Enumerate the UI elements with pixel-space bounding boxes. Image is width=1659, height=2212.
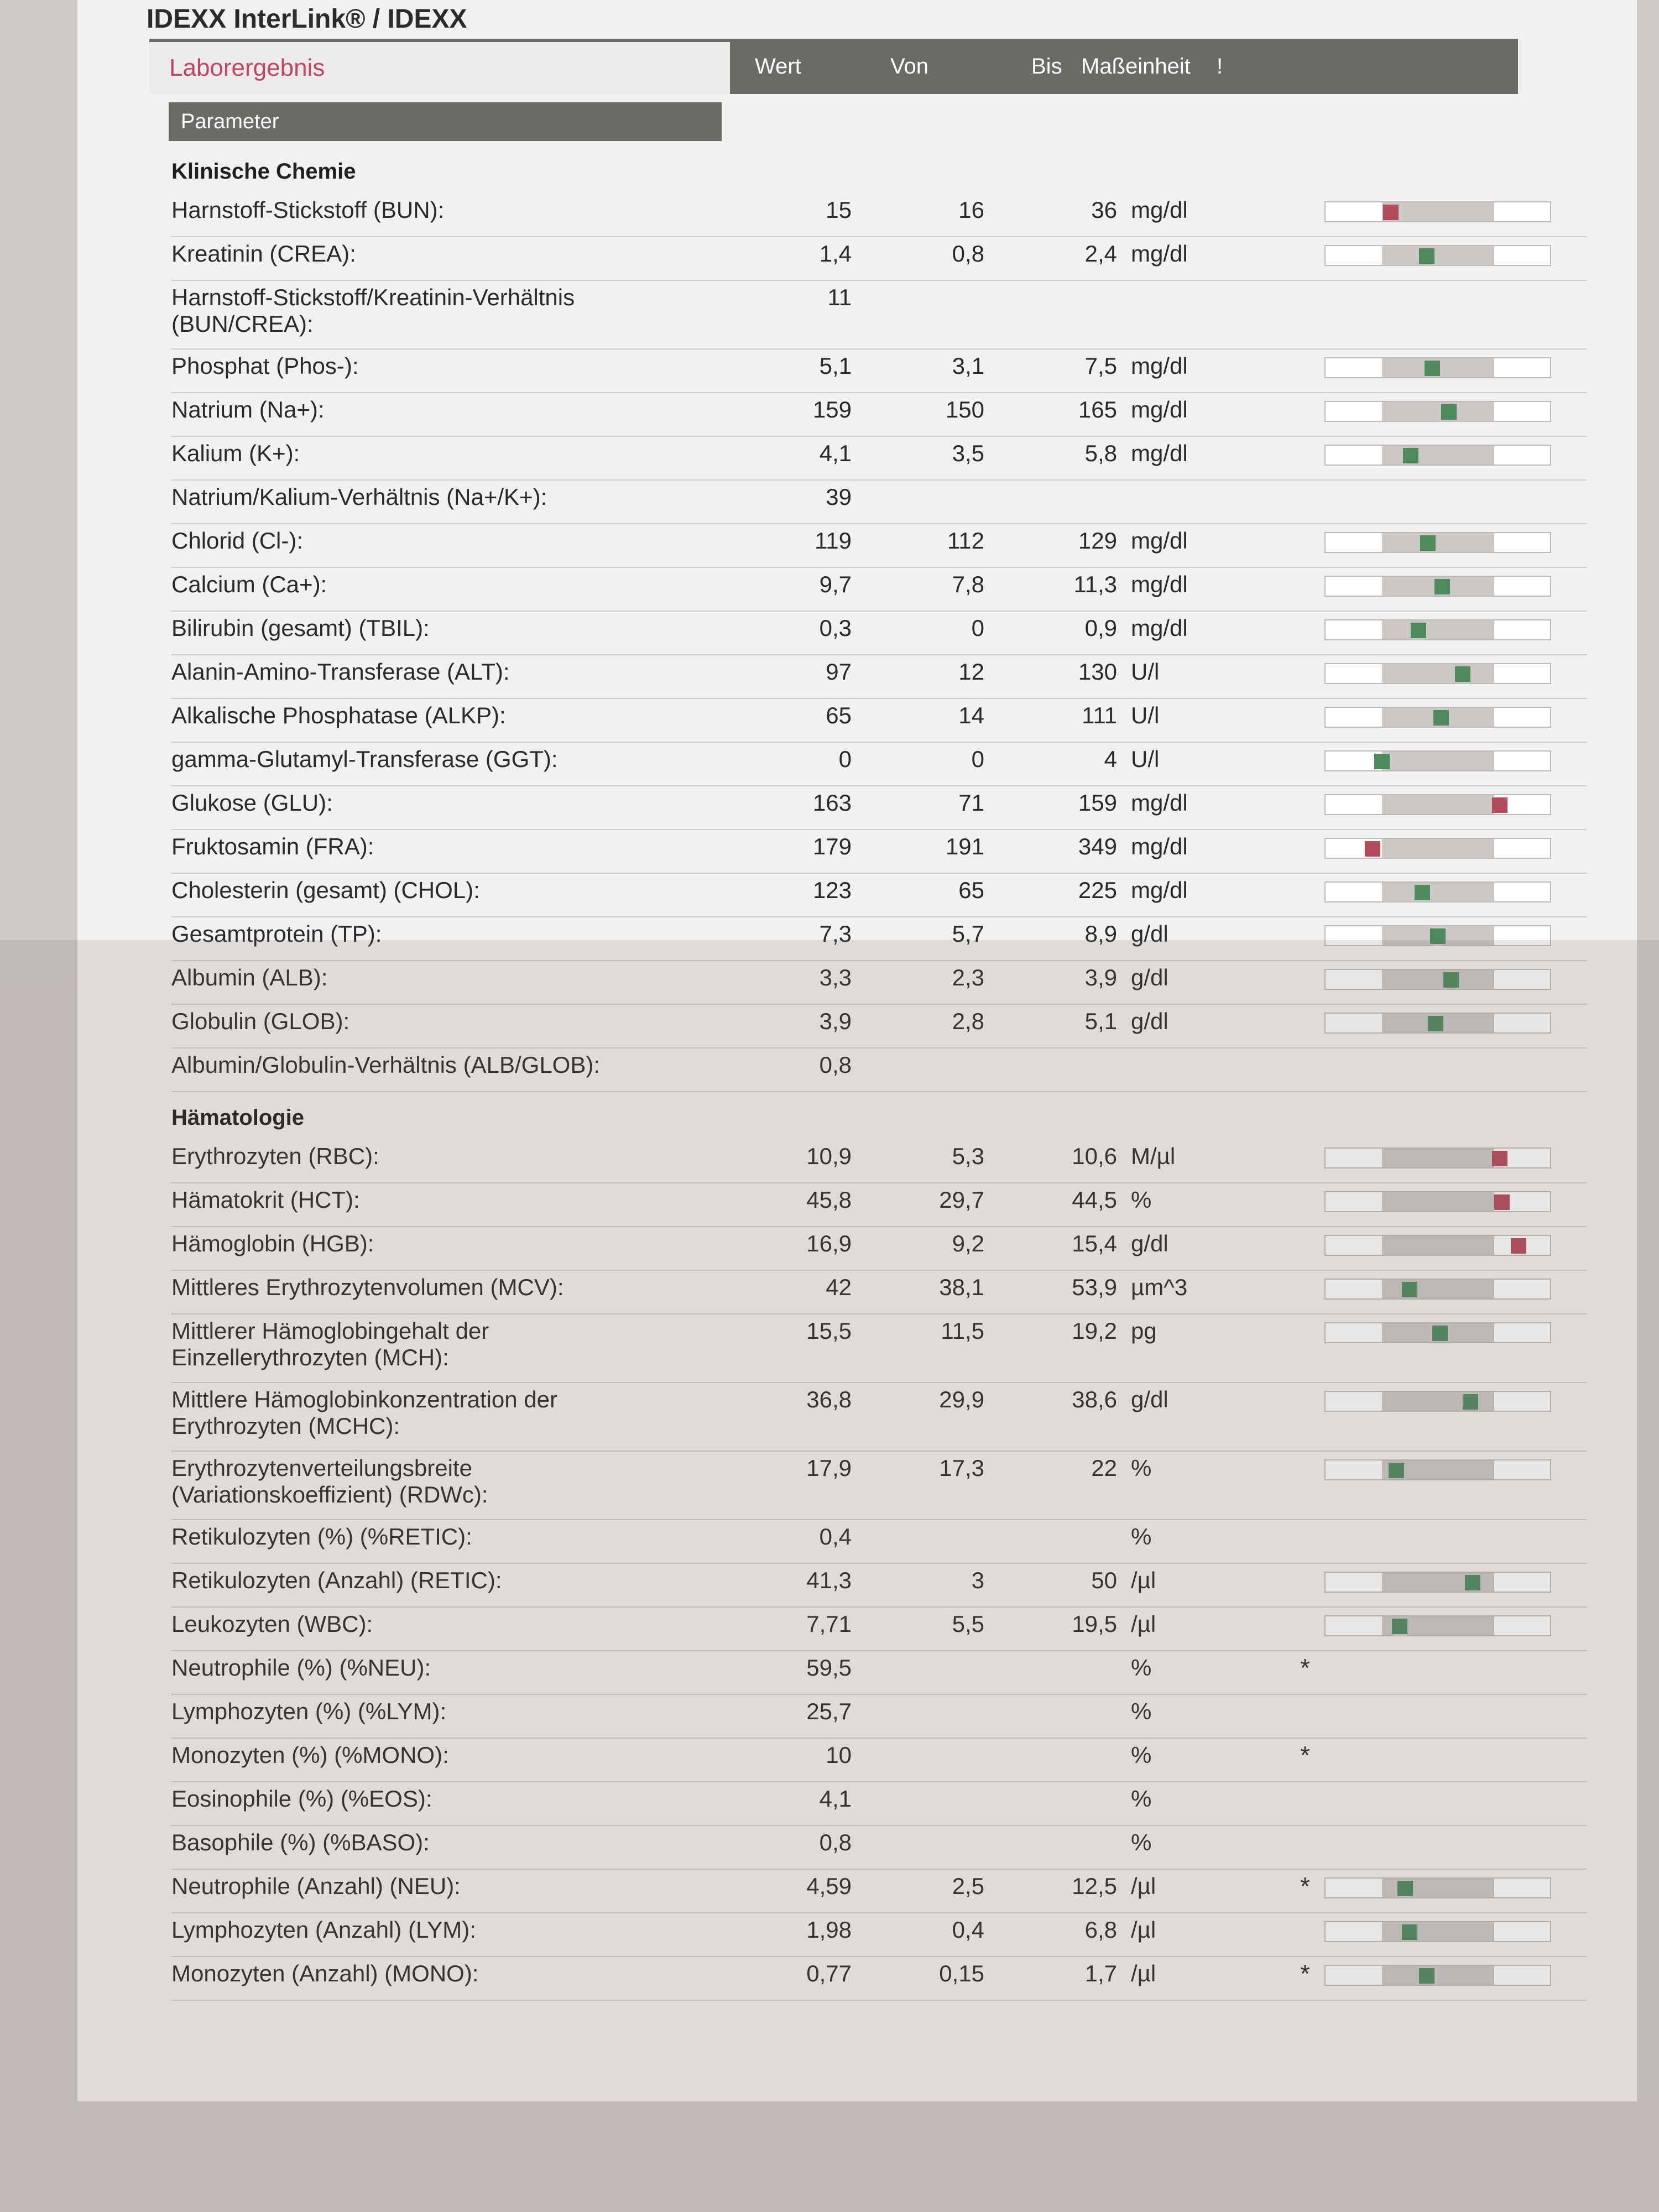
parameter-name: Natrium/Kalium-Verhältnis (Na+/K+):: [171, 484, 547, 510]
range-to-cell: 36: [1091, 197, 1117, 223]
range-to-cell: 2,4: [1084, 241, 1117, 267]
unit-cell: g/dl: [1131, 1008, 1168, 1034]
value-cell: 15,5: [806, 1318, 852, 1344]
parameter-name: Phosphat (Phos-):: [171, 353, 359, 379]
value-cell: 0,3: [819, 615, 852, 641]
section-title: Hämatologie: [171, 1105, 305, 1130]
parameter-label: Parameter: [169, 102, 722, 141]
range-to-cell: 8,9: [1084, 921, 1117, 947]
range-to-cell: 5,8: [1084, 440, 1117, 466]
value-cell: 11: [827, 284, 852, 310]
range-to-cell: 159: [1078, 790, 1117, 816]
table-row: [171, 237, 1587, 281]
range-from-cell: 14: [958, 702, 984, 728]
parameter-name: Calcium (Ca+):: [171, 571, 327, 597]
unit-cell: mg/dl: [1131, 877, 1188, 903]
normal-marker: [1434, 579, 1450, 594]
value-cell: 179: [812, 833, 852, 859]
parameter-name: Lymphozyten (Anzahl) (LYM):: [171, 1917, 476, 1943]
unit-cell: µm^3: [1131, 1274, 1188, 1300]
range-gauge: [1324, 245, 1551, 266]
unit-cell: /µl: [1131, 1873, 1156, 1899]
table-row: [171, 281, 1587, 349]
reference-range-band: [1382, 839, 1494, 858]
range-from-cell: 16: [958, 197, 984, 223]
unit-cell: g/dl: [1131, 964, 1168, 990]
range-gauge: [1324, 707, 1551, 728]
value-cell: 7,71: [806, 1611, 852, 1637]
normal-marker: [1415, 885, 1430, 900]
range-from-cell: 5,5: [952, 1611, 984, 1637]
value-cell: 25,7: [806, 1698, 852, 1724]
parameter-bar: [169, 102, 1518, 141]
reference-range-band: [1382, 246, 1494, 265]
flag-cell: *: [1300, 1872, 1310, 1901]
value-cell: 42: [826, 1274, 852, 1300]
range-from-cell: 2,8: [952, 1008, 984, 1034]
value-cell: 0,4: [819, 1524, 852, 1550]
reference-range-band: [1382, 664, 1494, 683]
range-from-cell: 12: [958, 659, 984, 685]
parameter-name: Glukose (GLU):: [171, 790, 333, 816]
value-cell: 59,5: [806, 1655, 852, 1681]
range-to-cell: 10,6: [1072, 1143, 1117, 1169]
unit-cell: pg: [1131, 1318, 1157, 1344]
range-to-cell: 19,5: [1072, 1611, 1117, 1637]
value-cell: 119: [815, 528, 852, 554]
range-from-cell: 112: [947, 528, 984, 554]
unit-cell: g/dl: [1131, 921, 1168, 947]
unit-cell: /µl: [1131, 1611, 1156, 1637]
unit-cell: mg/dl: [1131, 353, 1188, 379]
parameter-name: Leukozyten (WBC):: [171, 1611, 373, 1637]
value-cell: 45,8: [806, 1187, 852, 1213]
value-cell: 9,7: [819, 571, 852, 597]
unit-cell: U/l: [1131, 746, 1160, 772]
reference-range-band: [1382, 402, 1494, 421]
normal-marker: [1425, 361, 1440, 376]
unit-cell: /µl: [1131, 1960, 1156, 1986]
value-cell: 0,8: [819, 1829, 852, 1855]
value-cell: 7,3: [819, 921, 852, 947]
report-title: Laborergebnis: [149, 42, 730, 94]
value-cell: 159: [812, 397, 852, 422]
range-to-cell: 165: [1078, 397, 1117, 422]
normal-marker: [1433, 710, 1449, 726]
parameter-name: Retikulozyten (%) (%RETIC):: [171, 1524, 472, 1550]
table-row: [171, 568, 1587, 612]
parameter-name: Kreatinin (CREA):: [171, 241, 356, 267]
parameter-name: Kalium (K+):: [171, 440, 300, 466]
normal-marker: [1411, 623, 1426, 638]
reference-range-band: [1382, 795, 1494, 814]
range-to-cell: 5,1: [1084, 1008, 1117, 1034]
parameter-name: Monozyten (Anzahl) (MONO):: [171, 1960, 479, 1986]
unit-cell: /µl: [1131, 1567, 1156, 1593]
range-gauge: [1324, 401, 1551, 422]
range-to-cell: 6,8: [1084, 1917, 1117, 1943]
range-to-cell: 4: [1104, 746, 1117, 772]
range-from-cell: 3,1: [952, 353, 984, 379]
column-header-wert: Wert: [755, 54, 801, 79]
abnormal-marker: [1492, 797, 1507, 813]
parameter-name: Gesamtprotein (TP):: [171, 921, 382, 947]
parameter-name: Lymphozyten (%) (%LYM):: [171, 1698, 447, 1724]
unit-cell: %: [1131, 1187, 1152, 1213]
value-cell: 1,4: [819, 241, 852, 267]
table-row: [171, 437, 1587, 481]
parameter-name: Erythrozyten (RBC):: [171, 1143, 379, 1169]
value-cell: 3,3: [819, 964, 852, 990]
range-gauge: [1324, 445, 1551, 466]
range-from-cell: 3: [971, 1567, 984, 1593]
reference-range-band: [1382, 620, 1494, 639]
range-to-cell: 130: [1078, 659, 1117, 685]
value-cell: 10,9: [806, 1143, 852, 1169]
range-to-cell: 53,9: [1072, 1274, 1117, 1300]
table-row: [171, 612, 1587, 655]
table-row: [171, 393, 1587, 437]
unit-cell: %: [1131, 1786, 1152, 1812]
parameter-name: Bilirubin (gesamt) (TBIL):: [171, 615, 430, 641]
range-from-cell: 2,5: [952, 1873, 984, 1899]
value-cell: 5,1: [819, 353, 852, 379]
column-header-unit: Maßeinheit: [1081, 54, 1191, 79]
parameter-name: Hämatokrit (HCT):: [171, 1187, 360, 1213]
range-to-cell: 15,4: [1072, 1230, 1117, 1256]
column-header-bis: Bis: [1031, 54, 1062, 79]
reference-range-band: [1382, 202, 1494, 221]
range-from-cell: 38,1: [939, 1274, 984, 1300]
value-cell: 65: [826, 702, 852, 728]
range-to-cell: 19,2: [1072, 1318, 1117, 1344]
range-gauge: [1324, 619, 1551, 640]
value-cell: 0,77: [806, 1960, 852, 1986]
value-cell: 16,9: [806, 1230, 852, 1256]
unit-cell: U/l: [1131, 702, 1160, 728]
range-from-cell: 0: [971, 615, 984, 641]
range-from-cell: 29,9: [939, 1386, 984, 1412]
range-to-cell: 38,6: [1072, 1386, 1117, 1412]
column-header-von: Von: [890, 54, 928, 79]
parameter-name: Chlorid (Cl-):: [171, 528, 304, 554]
value-cell: 36,8: [806, 1386, 852, 1412]
value-cell: 3,9: [819, 1008, 852, 1034]
normal-marker: [1455, 666, 1470, 682]
range-to-cell: 225: [1078, 877, 1117, 903]
unit-cell: mg/dl: [1131, 440, 1188, 466]
value-cell: 97: [826, 659, 852, 685]
value-cell: 41,3: [806, 1567, 852, 1593]
flag-cell: *: [1300, 1741, 1310, 1770]
parameter-name: Globulin (GLOB):: [171, 1008, 350, 1034]
range-from-cell: 0,8: [952, 241, 984, 267]
range-from-cell: 191: [945, 833, 984, 859]
normal-marker: [1374, 754, 1390, 769]
normal-marker: [1403, 448, 1418, 463]
normal-marker: [1420, 535, 1436, 551]
parameter-name: Harnstoff-Stickstoff/Kreatinin-Verhältnis (BUN/CREA):: [171, 284, 575, 337]
unit-cell: %: [1131, 1829, 1152, 1855]
range-to-cell: 129: [1078, 528, 1117, 554]
range-to-cell: 111: [1082, 702, 1117, 728]
range-from-cell: 3,5: [952, 440, 984, 466]
range-gauge: [1324, 532, 1551, 553]
parameter-name: Natrium (Na+):: [171, 397, 325, 422]
parameter-name: Mittlere Hämoglobinkonzentration der Erythrozyten (MCHC):: [171, 1386, 558, 1439]
range-gauge: [1324, 881, 1551, 902]
parameter-name: Albumin (ALB):: [171, 964, 328, 990]
range-to-cell: 22: [1091, 1455, 1117, 1481]
unit-cell: mg/dl: [1131, 528, 1188, 554]
flag-cell: *: [1300, 1653, 1310, 1682]
parameter-name: Eosinophile (%) (%EOS):: [171, 1786, 432, 1812]
table-row: [171, 349, 1587, 393]
value-cell: 39: [826, 484, 852, 510]
range-from-cell: 0,4: [952, 1917, 984, 1943]
range-from-cell: 0: [971, 746, 984, 772]
value-cell: 0,8: [819, 1052, 852, 1078]
abnormal-marker: [1365, 841, 1380, 857]
parameter-name: Hämoglobin (HGB):: [171, 1230, 374, 1256]
range-to-cell: 3,9: [1084, 964, 1117, 990]
parameter-name: gamma-Glutamyl-Transferase (GGT):: [171, 746, 558, 772]
parameter-name: Cholesterin (gesamt) (CHOL):: [171, 877, 480, 903]
parameter-name: Fruktosamin (FRA):: [171, 833, 374, 859]
unit-cell: g/dl: [1131, 1230, 1168, 1256]
parameter-name: Mittlerer Hämoglobingehalt der Einzellerythrozyten (MCH):: [171, 1318, 489, 1370]
parameter-name: Neutrophile (Anzahl) (NEU):: [171, 1873, 461, 1899]
range-from-cell: 2,3: [952, 964, 984, 990]
range-gauge: [1324, 838, 1551, 859]
parameter-name: Monozyten (%) (%MONO):: [171, 1742, 449, 1768]
reference-range-band: [1382, 883, 1494, 901]
range-from-cell: 29,7: [939, 1187, 984, 1213]
unit-cell: mg/dl: [1131, 397, 1188, 422]
value-cell: 4,59: [806, 1873, 852, 1899]
table-row: [171, 874, 1587, 917]
range-to-cell: 11,3: [1073, 571, 1117, 597]
unit-cell: U/l: [1131, 659, 1160, 685]
reference-range-band: [1382, 533, 1494, 552]
unit-cell: mg/dl: [1131, 571, 1188, 597]
parameter-name: Harnstoff-Stickstoff (BUN):: [171, 197, 445, 223]
range-from-cell: 71: [958, 790, 984, 816]
unit-cell: M/µl: [1131, 1143, 1176, 1169]
flag-cell: *: [1300, 1959, 1310, 1988]
parameter-name: Basophile (%) (%BASO):: [171, 1829, 430, 1855]
parameter-name: Alkalische Phosphatase (ALKP):: [171, 702, 506, 728]
range-from-cell: 5,7: [952, 921, 984, 947]
table-row: [171, 786, 1587, 830]
parameter-name: Mittleres Erythrozytenvolumen (MCV):: [171, 1274, 564, 1300]
range-gauge: [1324, 201, 1551, 222]
range-to-cell: 349: [1078, 833, 1117, 859]
parameter-name: Retikulozyten (Anzahl) (RETIC):: [171, 1567, 502, 1593]
abnormal-marker: [1383, 205, 1399, 220]
column-header-flag: !: [1217, 54, 1223, 79]
table-row: [171, 194, 1587, 237]
normal-marker: [1419, 248, 1434, 264]
value-cell: 17,9: [806, 1455, 852, 1481]
table-row: [171, 481, 1587, 524]
range-to-cell: 44,5: [1072, 1187, 1117, 1213]
normal-marker: [1441, 404, 1457, 420]
parameter-name: Albumin/Globulin-Verhältnis (ALB/GLOB):: [171, 1052, 601, 1078]
parameter-name: Neutrophile (%) (%NEU):: [171, 1655, 431, 1681]
value-cell: 163: [812, 790, 852, 816]
range-from-cell: 9,2: [952, 1230, 984, 1256]
range-to-cell: 12,5: [1072, 1873, 1117, 1899]
paper-fold-shadow: [0, 940, 1659, 2212]
range-from-cell: 0,15: [939, 1960, 984, 1986]
unit-cell: /µl: [1131, 1917, 1156, 1943]
range-to-cell: 1,7: [1084, 1960, 1117, 1986]
range-from-cell: 65: [958, 877, 984, 903]
range-from-cell: 11,5: [941, 1318, 984, 1344]
value-cell: 15: [826, 197, 852, 223]
range-to-cell: 7,5: [1084, 353, 1117, 379]
value-cell: 4,1: [819, 1786, 852, 1812]
value-cell: 123: [812, 877, 852, 903]
value-cell: 0: [838, 746, 852, 772]
parameter-name: Alanin-Amino-Transferase (ALT):: [171, 659, 510, 685]
value-cell: 10: [826, 1742, 852, 1768]
range-from-cell: 7,8: [952, 571, 984, 597]
table-row: [171, 830, 1587, 874]
section-title: Klinische Chemie: [171, 159, 356, 184]
unit-cell: g/dl: [1131, 1386, 1168, 1412]
unit-cell: mg/dl: [1131, 615, 1188, 641]
unit-cell: %: [1131, 1655, 1152, 1681]
range-from-cell: 17,3: [939, 1455, 984, 1481]
table-row: [171, 524, 1587, 568]
range-from-cell: 150: [945, 397, 984, 422]
value-cell: 1,98: [806, 1917, 852, 1943]
range-gauge: [1324, 576, 1551, 597]
value-cell: 4,1: [819, 440, 852, 466]
range-gauge: [1324, 750, 1551, 771]
unit-cell: mg/dl: [1131, 241, 1188, 267]
unit-cell: mg/dl: [1131, 833, 1188, 859]
range-to-cell: 0,9: [1084, 615, 1117, 641]
unit-cell: %: [1131, 1524, 1152, 1550]
range-gauge: [1324, 357, 1551, 378]
range-gauge: [1324, 794, 1551, 815]
unit-cell: %: [1131, 1742, 1152, 1768]
table-row: [171, 655, 1587, 699]
reference-range-band: [1382, 446, 1494, 465]
range-to-cell: 50: [1091, 1567, 1117, 1593]
unit-cell: mg/dl: [1131, 197, 1188, 223]
unit-cell: %: [1131, 1698, 1152, 1724]
brand-header: IDEXX InterLink® / IDEXX: [147, 4, 467, 34]
parameter-name: Erythrozytenverteilungsbreite (Variationskoeffizient) (RDWc):: [171, 1455, 488, 1507]
table-row: [171, 699, 1587, 743]
range-from-cell: 5,3: [952, 1143, 984, 1169]
range-gauge: [1324, 663, 1551, 684]
unit-cell: %: [1131, 1455, 1152, 1481]
table-row: [171, 743, 1587, 786]
unit-cell: mg/dl: [1131, 790, 1188, 816]
reference-range-band: [1382, 752, 1494, 770]
